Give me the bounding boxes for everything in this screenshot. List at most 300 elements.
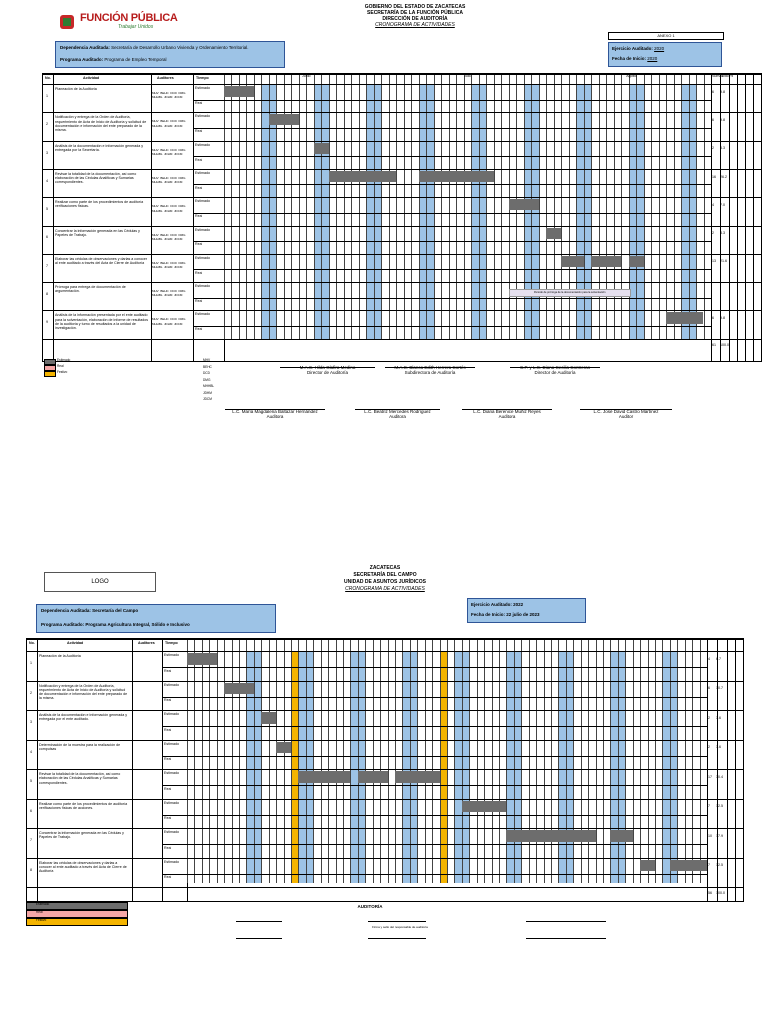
day-column [692, 639, 693, 883]
gantt-bar [329, 171, 396, 182]
signature-7-title: Auditor [618, 414, 634, 419]
day-column [276, 639, 277, 883]
auditors-cell: MHV BEHC DCD DMG MHHBL JDHM JDCM [152, 119, 186, 128]
fecha-label: Fecha de Inicio: [612, 56, 647, 61]
day-column [447, 639, 448, 883]
funcion-publica-logo [58, 10, 188, 34]
bottom-ejercicio-box [467, 598, 586, 623]
total-days: 61 [712, 342, 716, 347]
day-column [685, 639, 686, 883]
day-column [336, 74, 337, 339]
activity-percent: 9.8 [720, 316, 725, 321]
gantt-bar [269, 114, 299, 125]
weekend-band [402, 651, 409, 883]
gantt-bar [610, 830, 632, 842]
day-column [573, 639, 574, 883]
weekend-band [410, 651, 417, 883]
weekend-band [471, 84, 478, 339]
logo-placeholder [44, 572, 156, 592]
gantt-bar [224, 86, 254, 97]
row-border [43, 169, 761, 170]
activity-text: Determinación de la muestra para la realización de compulsas [39, 742, 121, 751]
day-column [636, 74, 637, 339]
estimado-label: Estimado [164, 712, 179, 716]
signature-2-name: M.A.C. Blanca Edith Herrera Cortés [394, 365, 466, 370]
day-column [440, 639, 441, 883]
day-column [329, 74, 330, 339]
day-column [674, 74, 675, 339]
day-column [670, 639, 671, 883]
gantt-bar [261, 712, 276, 724]
day-column [479, 74, 480, 339]
dependencia-value-b: Secretaría del Campo [92, 608, 139, 613]
row-border [27, 740, 743, 741]
activity-days: 2 [708, 715, 710, 720]
weekend-band [629, 84, 636, 339]
activity-number: 7 [46, 263, 48, 268]
weekend-band [479, 84, 486, 339]
day-column [659, 74, 660, 339]
programa-value: Programa de Empleo Temporal [104, 57, 167, 62]
row-border [43, 197, 761, 198]
day-column [561, 74, 562, 339]
activity-days: 2 [712, 146, 714, 151]
auditors-cell: MHV BEHC DCD DMG MHHBL JDHM JDCM [152, 317, 186, 326]
real-label: Real [164, 668, 172, 673]
day-column [389, 74, 390, 339]
activity-number: 4 [30, 749, 32, 754]
day-column [677, 639, 678, 883]
row-split [193, 156, 711, 157]
day-column [425, 639, 426, 883]
day-column [298, 639, 299, 883]
activity-text: Notificación y entrega de la Orden de Auditoría, requerimiento de Acta de Inicio de Auditoría y solicitud de documentación e información del ente preparado de la misma. [39, 683, 128, 701]
auditor-initial: MHHBL [203, 384, 215, 388]
activity-number: 4 [46, 178, 48, 183]
day-column [700, 639, 701, 883]
estimado-label: Estimado [195, 284, 210, 289]
day-column [486, 74, 487, 339]
row-border [27, 858, 743, 859]
signature-5-name: L.C. Beatriz Mercedes Rodríguez [364, 409, 431, 414]
activity-number: 8 [30, 867, 32, 872]
day-column [546, 74, 547, 339]
signature-1-title: Director de Auditoría [306, 370, 349, 375]
day-column [704, 74, 705, 339]
auditors-cell: MHV BEHC DCD DMG MHHBL JDHM JDCM [152, 91, 186, 100]
weekend-band [524, 84, 531, 339]
row-split [193, 298, 711, 299]
header-line [43, 74, 761, 75]
gantt-bar [419, 171, 494, 182]
weekend-band [462, 651, 469, 883]
day-column [588, 639, 589, 883]
top-header-line-2: SECRETARÍA DE LA FUNCIÓN PÚBLICA [367, 10, 463, 16]
logo-placeholder-label: LOGO [91, 579, 109, 585]
activity-number: 3 [30, 720, 32, 725]
activity-percent: 3.6 [716, 715, 721, 720]
day-column [471, 74, 472, 339]
day-column [606, 74, 607, 339]
day-column [576, 74, 577, 339]
row-split [162, 697, 707, 698]
day-column [232, 639, 233, 883]
row-split [193, 326, 711, 327]
activity-days: 6 [712, 89, 714, 94]
gantt-bar [276, 742, 291, 754]
gantt-bar [298, 771, 350, 783]
ejercicio-value: 2020 [654, 46, 665, 51]
day-column [492, 639, 493, 883]
gantt-bar [224, 683, 254, 695]
gantt-bar [314, 143, 329, 154]
activity-days: 6 [712, 316, 714, 321]
programa-label: Programa Auditado: [60, 57, 104, 62]
gantt-bar [546, 228, 561, 239]
day-column [366, 74, 367, 339]
day-column [648, 639, 649, 883]
activity-days: 6 [708, 686, 710, 691]
real-label: Real [164, 727, 172, 732]
col-header-no: No. [29, 641, 35, 645]
day-column [351, 74, 352, 339]
fecha-value-b: 22 julio de 2023 [506, 612, 540, 617]
col-header-actividad: Actividad [67, 641, 84, 645]
col-header-no: No. [45, 76, 51, 80]
anexo-box [608, 32, 724, 40]
real-label: Real [195, 157, 203, 162]
day-column [269, 639, 270, 883]
day-column [261, 74, 262, 339]
day-column [426, 74, 427, 339]
auditor-initial: DCD [203, 371, 210, 375]
programa-value-b: Programa Agricultura Integral, Sólido e Inclusivo [85, 622, 190, 627]
top-header-line-1: GOBIERNO DEL ESTADO DE ZACATECAS [364, 4, 466, 10]
weekend-band [366, 84, 373, 339]
anexo-label: ANEXO 1 [657, 33, 675, 38]
weekend-band [618, 651, 625, 883]
total-percent: 100.0 [720, 342, 729, 347]
activity-percent: 9.8 [720, 117, 725, 122]
activity-text: Planeación de la Auditoría [55, 87, 97, 91]
day-column [374, 74, 375, 339]
estimado-label: Estimado [195, 312, 210, 317]
day-column [246, 74, 247, 339]
top-dependencia-box [55, 41, 285, 68]
legend-real-label-b: Real [36, 910, 43, 914]
day-column [596, 639, 597, 883]
activity-number: 1 [46, 93, 48, 98]
activity-number: 5 [46, 207, 48, 212]
row-border [43, 141, 761, 142]
holiday-band [440, 651, 447, 883]
signature-4-title: Auditora [266, 414, 284, 419]
weekend-band [358, 651, 365, 883]
sum-header: % [730, 74, 734, 78]
day-column [395, 639, 396, 883]
day-column [494, 74, 495, 339]
signature-3-title: Director de Auditoría [534, 370, 576, 375]
day-column [651, 74, 652, 339]
day-column [621, 74, 622, 339]
legend-estimado-label: Estimado [57, 358, 71, 362]
day-column [599, 74, 600, 339]
activity-number: 2 [30, 690, 32, 695]
real-label: Real [195, 327, 203, 332]
activity-percent: 3.3 [720, 231, 725, 236]
day-column [224, 74, 225, 339]
day-column [231, 74, 232, 339]
prorroga-note: Periodo de prórroga de la documentación para la solventación [509, 289, 631, 297]
day-column [666, 74, 667, 339]
real-label: Real [195, 299, 203, 304]
ejercicio-value-b: 2022 [513, 602, 524, 607]
day-column [321, 639, 322, 883]
row-border [43, 339, 761, 340]
sum-header: Sumas [712, 74, 724, 78]
weekend-band [350, 651, 357, 883]
holiday-band [291, 651, 298, 883]
activity-text: Concentrar la información generada en las Cédulas y Papeles de Trabajo. [55, 228, 140, 237]
day-column [224, 639, 225, 883]
activity-text: Realizar como parte de los procedimientos de auditoría verificaciones físicas de acciones. [39, 801, 128, 810]
activity-percent: 9.8 [720, 89, 725, 94]
estimado-label: Estimado [164, 771, 179, 775]
real-label: Real [164, 875, 172, 880]
sum-header: Total [721, 74, 729, 78]
activity-text: Planeación de la Auditoría [39, 654, 81, 658]
estimado-label: Estimado [195, 170, 210, 175]
bottom-sign-note: Firma y sello del responsable de auditoría [372, 925, 428, 929]
day-column [449, 74, 450, 339]
col-header-tiempo: Tiempo [196, 76, 209, 80]
day-column [261, 639, 262, 883]
auditors-cell: MHV BEHC DCD DMG MHHBL JDHM JDCM [152, 175, 186, 185]
day-column [396, 74, 397, 339]
day-column [536, 639, 537, 883]
row-split [162, 756, 707, 757]
activity-percent: 30.4 [716, 774, 723, 779]
activity-number: 9 [46, 320, 48, 325]
shield-icon [58, 13, 76, 31]
weekend-band [610, 651, 617, 883]
total-days: 56 [708, 891, 712, 895]
activity-number: 5 [30, 779, 32, 784]
row-split [193, 128, 711, 129]
gantt-bar [591, 256, 621, 267]
dependencia-label: Dependencia Auditada: [60, 45, 110, 50]
column-border [727, 639, 728, 901]
legend-estimado-label-b: Estimado [36, 902, 50, 906]
legend-real-label: Real [57, 364, 64, 368]
activity-number: 7 [30, 838, 32, 843]
weekend-band [321, 84, 328, 339]
signature-1-name: M.A.C. Hilda Glafira Medina [299, 365, 356, 370]
weekend-band [681, 84, 688, 339]
column-border [743, 639, 744, 901]
column-border [162, 639, 163, 901]
dependencia-value: Secretaría de Desarrollo Urbano Vivienda y Ordenamiento Territorial. [111, 45, 249, 50]
real-label: Real [164, 698, 172, 703]
day-column [558, 639, 559, 883]
day-column [254, 639, 255, 883]
estimado-label: Estimado [164, 741, 179, 746]
estimado-label: Estimado [164, 653, 179, 657]
signature-2-title: Subdirectora de Auditoría [404, 370, 456, 375]
programa-label-b: Programa Auditado: [41, 622, 85, 627]
day-column [625, 639, 626, 883]
activity-text: Realizar como parte de los procedimientos de auditoría verificaciones físicas. [55, 200, 144, 209]
day-column [554, 74, 555, 339]
fecha-label-b: Fecha de Inicio: [471, 612, 506, 617]
day-column [187, 639, 188, 883]
day-column [581, 639, 582, 883]
real-label: Real [195, 242, 203, 247]
bottom-header-line-2: SECRETARÍA DEL CAMPO [353, 572, 417, 578]
activity-days: 7 [708, 863, 710, 868]
activity-percent: 3.3 [720, 146, 725, 151]
day-column [359, 74, 360, 339]
day-column [456, 74, 457, 339]
top-ejercicio-box [608, 42, 722, 67]
real-label: Real [164, 757, 172, 762]
activity-text: Análisis de la información presentada por el ente auditado para la solventación, elaboración de informe de resultados de la auditoría y turno de resultados a la unidad de investigación. [55, 313, 149, 331]
auditors-cell: MHV BEHC DCD DMG MHHBL JDHM JDCM [152, 232, 186, 241]
activity-percent: 17.9 [716, 833, 723, 838]
column-border [193, 74, 194, 361]
day-column [501, 74, 502, 339]
day-column [484, 639, 485, 883]
column-border [745, 74, 746, 361]
auditors-cell: MHV BEHC DCD DMG MHHBL JDHM JDCM [152, 289, 186, 298]
day-column [314, 74, 315, 339]
day-column [454, 639, 455, 883]
column-border [729, 74, 730, 361]
weekend-band [689, 84, 696, 339]
activity-days: 6 [712, 117, 714, 122]
day-column [380, 639, 381, 883]
auditor-initial: JDCM [203, 397, 212, 401]
estimado-label: Estimado [164, 830, 179, 834]
weekend-band [531, 84, 538, 339]
real-label: Real [164, 816, 172, 821]
activity-days: 17 [708, 774, 712, 779]
legend-swatch-festivo [44, 371, 56, 377]
day-column [441, 74, 442, 339]
day-column [321, 74, 322, 339]
column-border [707, 639, 708, 901]
estimado-label: Estimado [195, 227, 210, 232]
activity-percent: 7.0 [720, 202, 725, 207]
activity-days: 2 [708, 745, 710, 750]
activity-text: Concentrar la información generada en las Cédulas y Papeles de Trabajo. [39, 831, 124, 840]
row-border [43, 310, 761, 311]
row-border [43, 84, 761, 85]
row-border [27, 681, 743, 682]
day-column [603, 639, 604, 883]
activity-text: Análisis de la documentación e información generada y entregada por el ente auditado. [39, 713, 128, 722]
day-column [373, 639, 374, 883]
logo-main-text: FUNCIÓN PÚBLICA [80, 12, 178, 24]
activity-percent: 26.2 [720, 174, 727, 179]
weekend-band [566, 651, 573, 883]
day-column [194, 639, 195, 883]
day-column [551, 639, 552, 883]
activity-days: 4 [712, 202, 714, 207]
estimado-label: Estimado [164, 859, 179, 864]
row-split [193, 213, 711, 214]
column-border [717, 639, 718, 901]
day-column [662, 639, 663, 883]
day-column [477, 639, 478, 883]
day-column [381, 74, 382, 339]
column-border [37, 639, 38, 901]
row-split [162, 874, 707, 875]
auditors-cell: MHV BEHC DCD DMG MHHBL JDHM JDCM [152, 204, 186, 213]
bottom-gantt-table [26, 638, 744, 902]
activity-number: 1 [30, 661, 32, 666]
day-column [313, 639, 314, 883]
gantt-bar [358, 771, 388, 783]
activity-days: 13 [712, 259, 716, 264]
day-column [209, 639, 210, 883]
day-column [689, 74, 690, 339]
bottom-sign-title: AUDITORÍA [357, 904, 383, 909]
row-border [27, 651, 743, 652]
column-border [737, 74, 738, 361]
real-label: Real [195, 100, 203, 105]
activity-percent: 12.5 [716, 804, 723, 809]
estimado-label: Estimado [164, 800, 179, 805]
day-column [629, 74, 630, 339]
weekend-band [584, 84, 591, 339]
activity-days: 7 [708, 804, 710, 809]
row-border [43, 254, 761, 255]
day-column [388, 639, 389, 883]
activity-percent: 21.6 [720, 259, 727, 264]
activity-number: 3 [46, 150, 48, 155]
day-column [284, 639, 285, 883]
weekend-band [306, 651, 313, 883]
signature-5-title: Auditora [389, 414, 406, 419]
day-column [464, 74, 465, 339]
column-border [735, 639, 736, 901]
total-percent: 100.0 [716, 891, 725, 895]
activity-percent: 3.6 [716, 745, 721, 750]
column-border [753, 74, 754, 361]
col-header-auditores: Auditores [138, 641, 155, 645]
row-border [43, 282, 761, 283]
day-column [506, 639, 507, 883]
day-column [584, 74, 585, 339]
weekend-band [636, 84, 643, 339]
estimado-label: Estimado [195, 199, 210, 204]
weekend-band [261, 84, 268, 339]
activity-text: Prórroga para entrega de documentación de argumentación. [55, 285, 126, 294]
real-label: Real [195, 214, 203, 219]
gantt-bar [509, 199, 539, 210]
day-column [514, 639, 515, 883]
signature-4-name: L.C. María Magdalena Baltazar Hernández [232, 409, 318, 414]
weekend-band [576, 84, 583, 339]
month-label: Junio [301, 74, 311, 78]
col-header-tiempo: Tiempo [165, 641, 178, 645]
auditor-initial: BEHC [203, 364, 212, 369]
day-column [299, 74, 300, 339]
day-column [544, 639, 545, 883]
estimado-label: Estimado [164, 682, 179, 687]
activity-number: 8 [46, 292, 48, 296]
